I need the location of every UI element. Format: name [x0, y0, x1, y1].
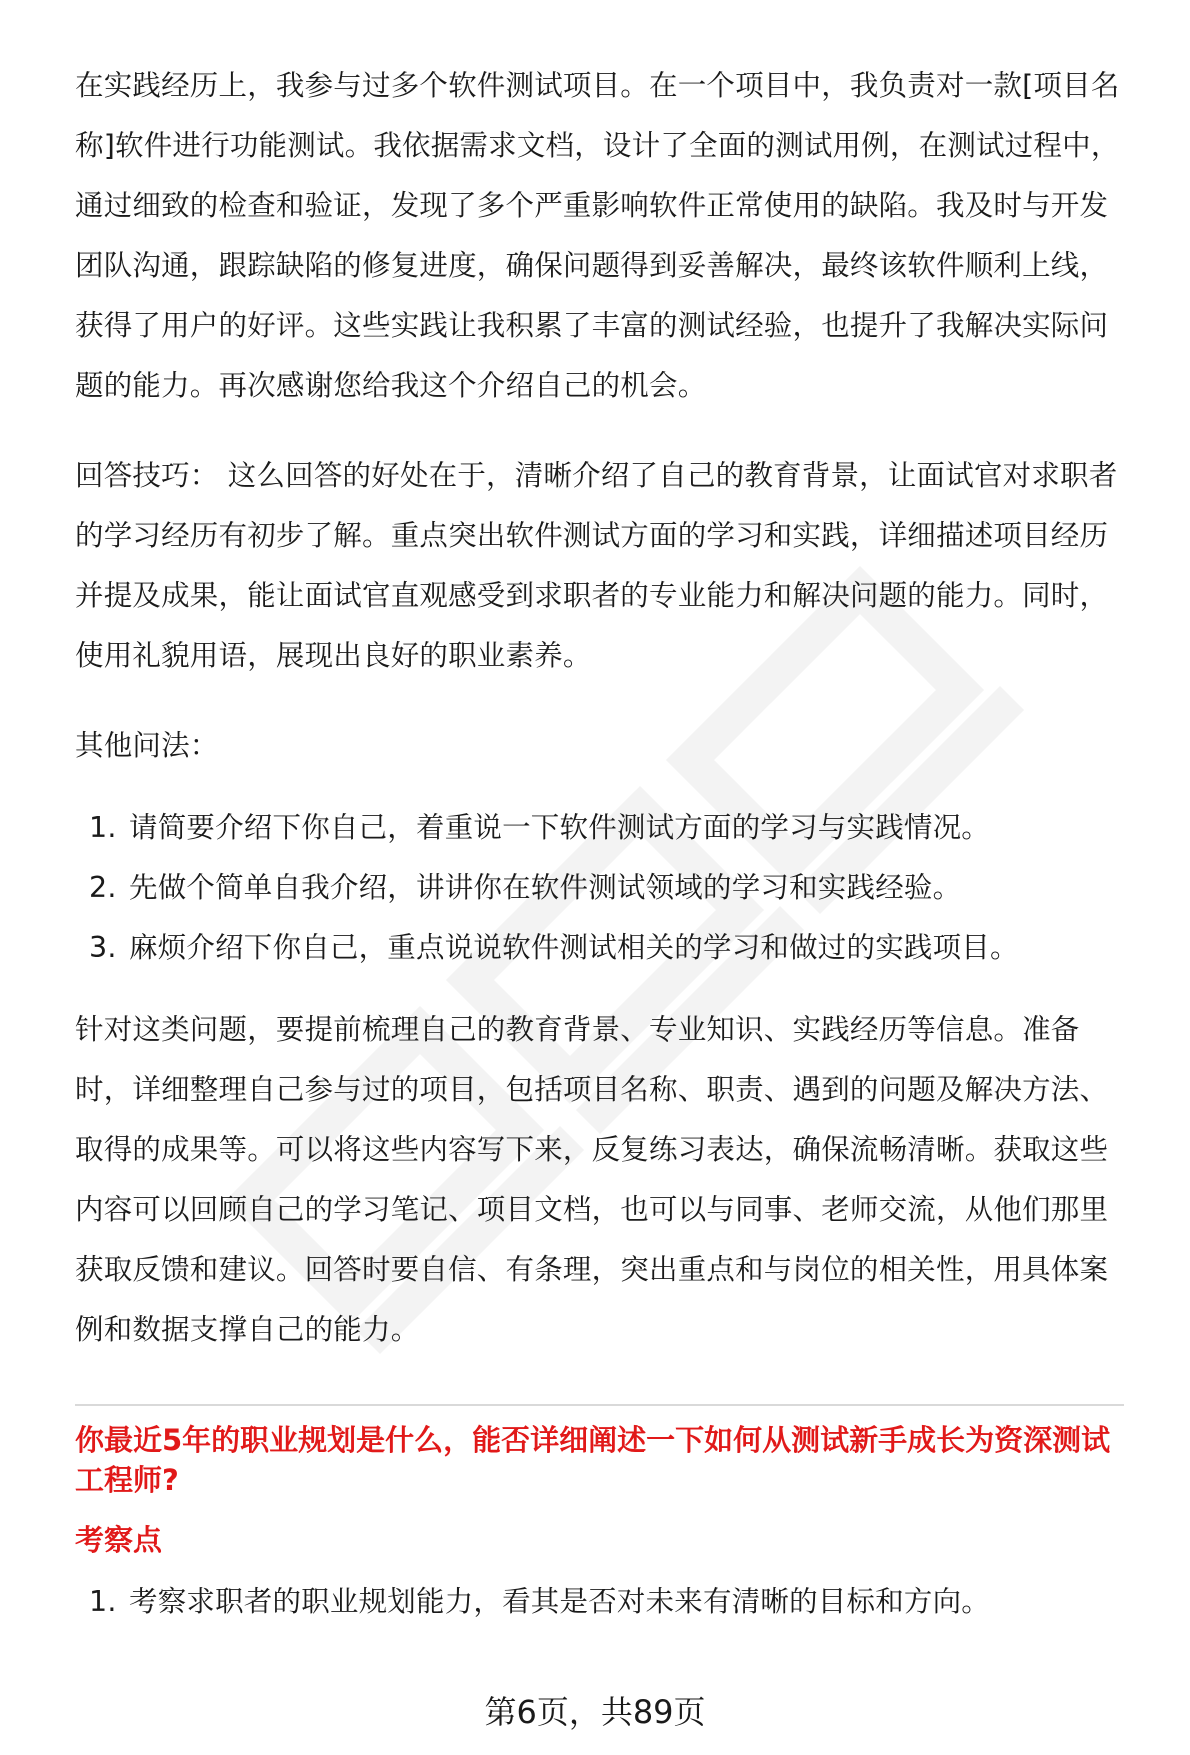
other-asks-list	[75, 798, 1124, 978]
list-item	[89, 1572, 1124, 1632]
focus-points-heading: 考察点	[75, 1523, 163, 1557]
answer-tips-paragraph: 回答技巧： 这么回答的好处在于，清晰介绍了自己的教育背景，让面试官对求职者的学习经历有初步了解。重点突出软件测试方面的学习和实践，详细描述项目经历并提及成果，能让面试官直观感受到求职者的专业能力和解决问题的能力。同时，使用礼貌用语，展现出良好的职业素养。	[75, 459, 1118, 672]
question-title: 你最近5年的职业规划是什么，能否详细阐述一下如何从测试新手成长为资深测试工程师?	[75, 1423, 1111, 1497]
list-item	[89, 798, 1124, 858]
section-divider	[75, 1404, 1124, 1406]
list-item-number: 3.	[89, 931, 117, 964]
practice-experience-paragraph: 在实践经历上，我参与过多个软件测试项目。在一个项目中，我负责对一款[项目名称]软件进行功能测试。我依据需求文档，设计了全面的测试用例，在测试过程中，通过细致的检查和验证，发现了多个严重影响软件正常使用的缺陷。我及时与开发团队沟通，跟踪缺陷的修复进度，确保问题得到妥善解决，最终该软件顺利上线，获得了用户的好评。这些实践让我积累了丰富的测试经验，也提升了我解决实际问题的能力。再次感谢您给我这个介绍自己的机会。	[75, 69, 1120, 402]
list-item-number: 1.	[89, 1585, 117, 1618]
list-item-number: 1.	[89, 811, 117, 844]
list-item	[89, 858, 1124, 918]
page-number-footer: 第6页，共89页	[484, 1693, 706, 1731]
list-item	[89, 918, 1124, 978]
list-item-text: 考察求职者的职业规划能力，看其是否对未来有清晰的目标和方向。	[129, 1585, 991, 1618]
list-item-text: 麻烦介绍下你自己，重点说说软件测试相关的学习和做过的实践项目。	[129, 931, 1019, 964]
list-item-text: 请简要介绍下你自己，着重说一下软件测试方面的学习与实践情况。	[129, 811, 991, 844]
list-item-number: 2.	[89, 871, 117, 904]
other-asks-label: 其他问法：	[75, 729, 219, 762]
list-item-text: 先做个简单自我介绍，讲讲你在软件测试领域的学习和实践经验。	[129, 871, 962, 904]
focus-points-list	[75, 1572, 1124, 1632]
preparation-advice-paragraph: 针对这类问题，要提前梳理自己的教育背景、专业知识、实践经历等信息。准备时，详细整理自己参与过的项目，包括项目名称、职责、遇到的问题及解决方法、取得的成果等。可以将这些内容写下来，反复练习表达，确保流畅清晰。获取这些内容可以回顾自己的学习笔记、项目文档，也可以与同事、老师交流，从他们那里获取反馈和建议。回答时要自信、有条理，突出重点和与岗位的相关性，用具体案例和数据支撑自己的能力。	[75, 1013, 1109, 1346]
